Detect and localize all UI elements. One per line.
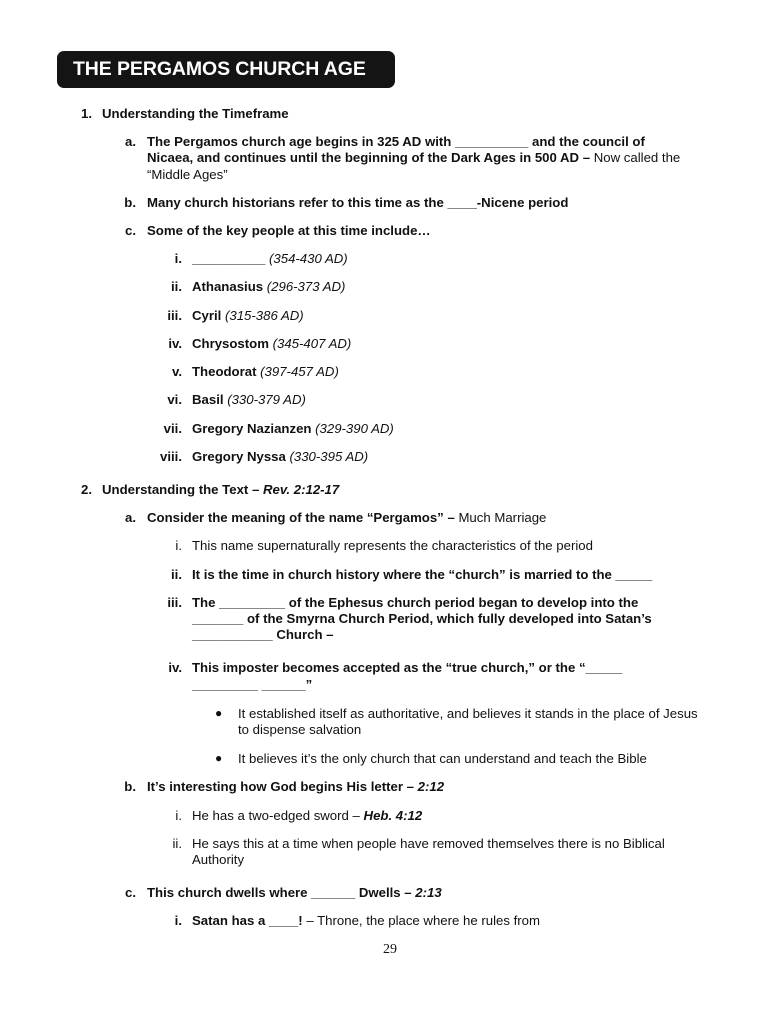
roman-numeral: iii.: [167, 308, 182, 323]
section-heading-text: Understanding the Text –: [102, 482, 260, 497]
list-item: [192, 449, 368, 465]
scripture-reference: 2:13: [415, 885, 442, 900]
list-item: [192, 421, 394, 437]
list-item: [192, 308, 304, 324]
roman-numeral: iii.: [167, 595, 182, 610]
bullet-text: It established itself as authoritative, and believes it stands in the place of Jesus: [238, 706, 698, 721]
roman-numeral: ii.: [172, 836, 182, 851]
bullet-text: It believes it’s the only church that can understand and teach the Bible: [238, 751, 647, 766]
roman-numeral: vi.: [167, 392, 182, 407]
outline-text-bold: This church dwells where ______ Dwells –: [147, 885, 412, 900]
person-name: Athanasius: [192, 279, 264, 294]
outline-text: He says this at a time when people have removed themselves there is no Biblical: [192, 836, 665, 851]
roman-numeral: viii.: [160, 449, 182, 464]
page-number: 29: [383, 942, 397, 957]
item-letter: a.: [125, 134, 136, 149]
person-years: (315-386 AD): [225, 308, 304, 323]
section-number: 1.: [81, 106, 92, 121]
list-item: [192, 251, 348, 267]
roman-numeral: iv.: [168, 336, 182, 351]
outline-text-bold: Consider the meaning of the name “Pergamos” –: [147, 510, 455, 525]
outline-text: Authority: [192, 852, 245, 867]
list-item: [192, 336, 351, 352]
person-name: Basil: [192, 392, 224, 407]
outline-text-normal: Much Marriage: [454, 510, 547, 525]
outline-text: Many church historians refer to this time as the ____-Nicene period: [147, 195, 569, 210]
bullet-text: to dispense salvation: [238, 722, 362, 737]
person-years: (330-379 AD): [227, 392, 306, 407]
outline-text-bold: It’s interesting how God begins His letter –: [147, 779, 414, 794]
person-name: Theodorat: [192, 364, 257, 379]
roman-numeral: vii.: [163, 421, 182, 436]
section-heading: [102, 482, 339, 498]
person-name: __________: [192, 251, 266, 266]
outline-text: The _________ of the Ephesus church period began to develop into the: [192, 595, 639, 610]
scripture-reference: Rev. 2:12-17: [262, 482, 340, 497]
roman-numeral: i.: [175, 808, 182, 823]
list-item: [192, 364, 339, 380]
outline-text: This imposter becomes accepted as the “true church,” or the “_____: [192, 660, 623, 675]
outline-text: “Middle Ages”: [147, 167, 228, 182]
section-heading: Understanding the Timeframe: [102, 106, 289, 121]
outline-line: [192, 913, 540, 929]
outline-text: It is the time in church history where the “church” is married to the _____: [192, 567, 653, 582]
outline-line: [147, 510, 546, 526]
outline-text: _______ of the Smyrna Church Period, which fully developed into Satan’s: [192, 611, 652, 626]
item-letter: b.: [124, 195, 136, 210]
list-item: [192, 392, 306, 408]
outline-text: This name supernaturally represents the characteristics of the period: [192, 538, 593, 553]
item-letter: a.: [125, 510, 136, 525]
person-name: Cyril: [192, 308, 222, 323]
outline-text: ___________ Church –: [192, 627, 334, 642]
outline-text-bold: Nicaea, and continues until the beginning of the Dark Ages in 500 AD –: [147, 150, 591, 165]
person-years: (330-395 AD): [289, 449, 369, 464]
outline-line: [192, 808, 422, 824]
roman-numeral: i.: [174, 913, 182, 928]
outline-text: He has a two-edged sword –: [192, 808, 360, 823]
scripture-reference: 2:12: [417, 779, 445, 794]
list-item: [192, 279, 345, 295]
roman-numeral: ii.: [171, 567, 182, 582]
outline-text: The Pergamos church age begins in 325 AD with __________ and the council of: [147, 134, 645, 149]
outline-line: [147, 885, 442, 901]
person-name: Gregory Nyssa: [192, 449, 286, 464]
person-years: (354-430 AD): [269, 251, 348, 266]
roman-numeral: ii.: [171, 279, 182, 294]
person-years: (397-457 AD): [260, 364, 339, 379]
page-title: THE PERGAMOS CHURCH AGE: [57, 51, 395, 88]
bullet-icon: ●: [215, 706, 223, 720]
item-letter: b.: [124, 779, 136, 794]
roman-numeral: v.: [171, 364, 182, 379]
outline-text-bold: Satan has a ____!: [192, 913, 303, 928]
outline-text: Some of the key people at this time include…: [147, 223, 431, 238]
outline-text: _________ ______”: [192, 677, 313, 692]
person-years: (296-373 AD): [266, 279, 346, 294]
roman-numeral: i.: [175, 538, 182, 553]
item-letter: c.: [125, 885, 136, 900]
outline-line: [147, 779, 444, 795]
person-name: Gregory Nazianzen: [192, 421, 312, 436]
roman-numeral: iv.: [168, 660, 182, 675]
scripture-reference: Heb. 4:12: [363, 808, 423, 823]
person-years: (345-407 AD): [272, 336, 352, 351]
roman-numeral: i.: [174, 251, 182, 266]
outline-text-normal: – Throne, the place where he rules from: [302, 913, 540, 928]
outline-text-normal: Now called the: [590, 150, 681, 165]
outline-line: [147, 150, 680, 166]
person-name: Chrysostom: [192, 336, 269, 351]
section-number: 2.: [81, 482, 92, 497]
person-years: (329-390 AD): [315, 421, 394, 436]
bullet-icon: ●: [215, 751, 223, 765]
item-letter: c.: [125, 223, 136, 238]
